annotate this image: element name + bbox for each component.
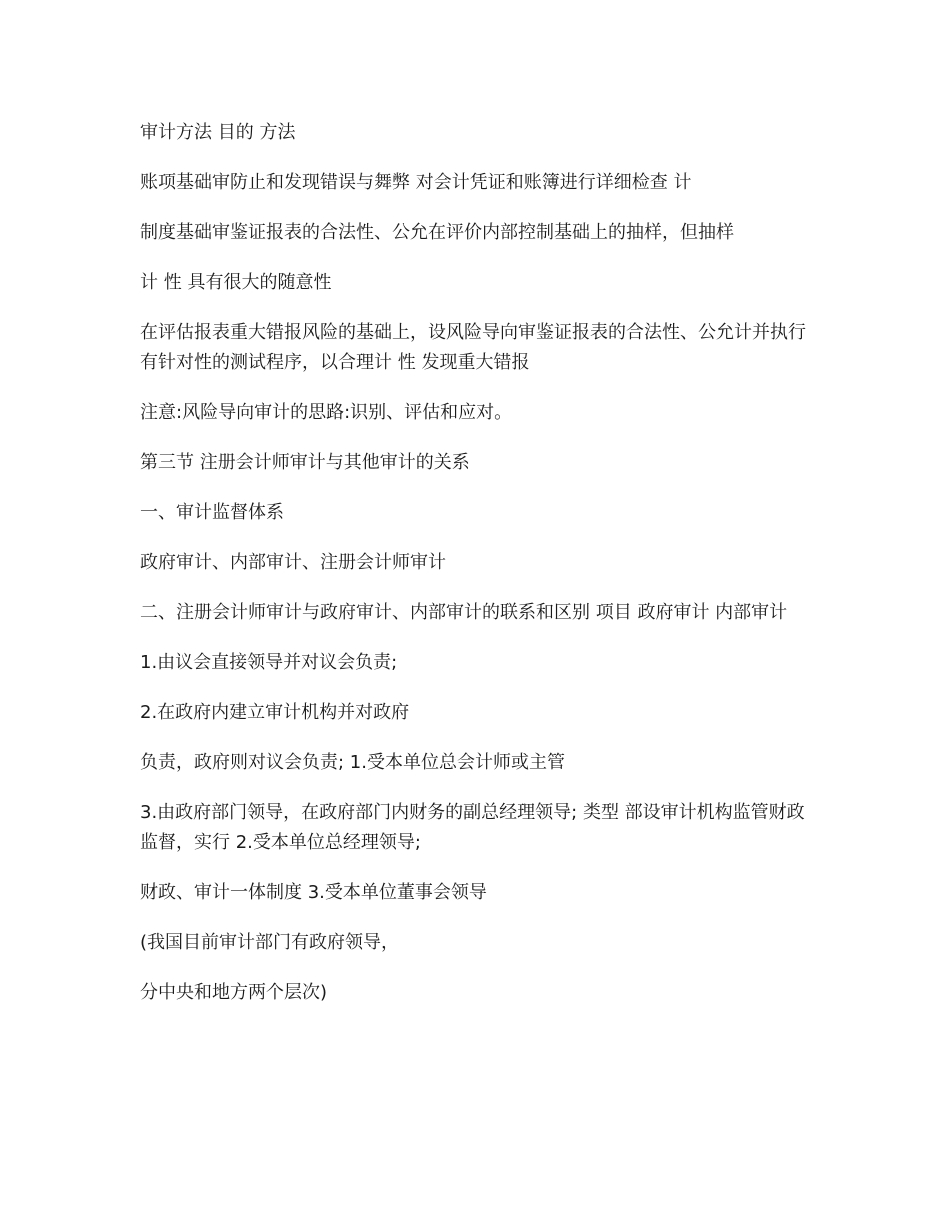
list-item-3: 3.由政府部门领导，在政府部门内财务的副总经理领导; 类型 部设审计机构监管财政监督，实行 2.受本单位总经理领导; [140,802,805,853]
paragraph-audit-methods-header: 审计方法 目的 方法 [140,122,296,143]
document-body [140,118,812,1028]
paragraph-audit-types: 政府审计、内部审计、注册会计师审计 [140,552,446,573]
paragraph-randomness: 计 性 具有很大的随意性 [140,272,332,293]
paragraph-levels: 分中央和地方两个层次) [140,982,328,1003]
list-item-finance-audit: 财政、审计一体制度 3.受本单位董事会领导 [140,882,487,903]
list-item-1: 1.由议会直接领导并对议会负责; [140,652,398,673]
paragraph-note: 注意:风险导向审计的思路:识别、评估和应对。 [140,402,513,423]
list-item-2: 2.在政府内建立审计机构并对政府 [140,702,410,723]
subheading-audit-supervision: 一、审计监督体系 [140,502,284,523]
paragraph-account-based-audit: 账项基础审防止和发现错误与舞弊 对会计凭证和账簿进行详细检查 计 [140,172,692,193]
subheading-relations-differences: 二、注册会计师审计与政府审计、内部审计的联系和区别 项目 政府审计 内部审计 [140,602,788,623]
paragraph-risk-based-audit: 在评估报表重大错报风险的基础上，设风险导向审鉴证报表的合法性、公允计并执行有针对性的测试程序，以合理计 性 发现重大错报 [140,322,806,373]
section-heading: 第三节 注册会计师审计与其他审计的关系 [140,452,470,473]
paragraph-china-note: (我国目前审计部门有政府领导， [140,932,400,953]
list-item-2-cont: 负责，政府则对议会负责; 1.受本单位总会计师或主管 [140,752,565,773]
paragraph-system-based-audit: 制度基础审鉴证报表的合法性、公允在评价内部控制基础上的抽样，但抽样 [140,222,734,243]
